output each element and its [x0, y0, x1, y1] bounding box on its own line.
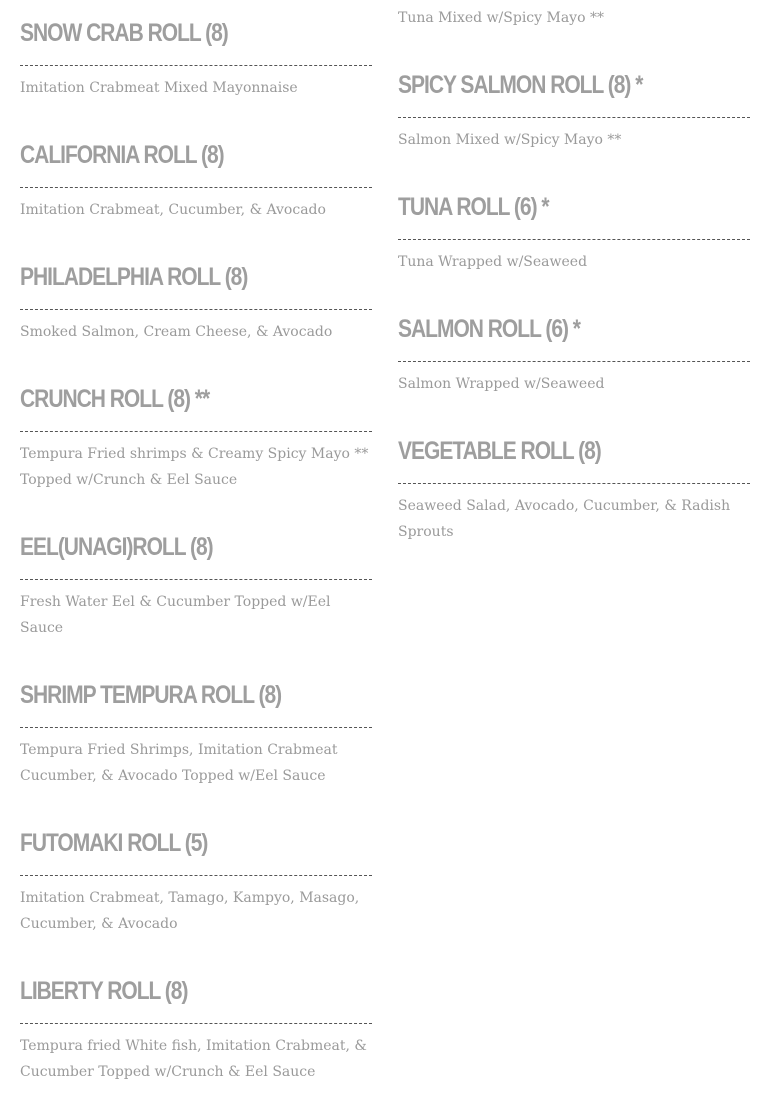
menu-item [398, 192, 750, 270]
dashed-divider [398, 361, 750, 362]
menu-item [20, 532, 372, 636]
menu-item [20, 18, 372, 96]
item-title: SNOW CRAB ROLL (8) [20, 19, 228, 47]
menu-item [398, 70, 750, 148]
item-title: PHILADELPHIA ROLL (8) [20, 263, 248, 291]
item-description: Imitation Crabmeat Mixed Mayonnaise [20, 80, 298, 96]
item-description: Fresh Water Eel & Cucumber Topped w/Eel Sauce [20, 594, 331, 636]
item-description: Tempura Fried Shrimps, Imitation Crabmeat Cucumber, & Avocado Topped w/Eel Sauce [20, 742, 338, 784]
item-description: Salmon Wrapped w/Seaweed [398, 376, 605, 392]
item-description: Imitation Crabmeat, Cucumber, & Avocado [20, 202, 326, 218]
item-title: VEGETABLE ROLL (8) [398, 437, 601, 465]
dashed-divider [398, 117, 750, 118]
item-description: Tempura Fried shrimps & Creamy Spicy Mayo ** Topped w/Crunch & Eel Sauce [20, 446, 369, 488]
item-description: Salmon Mixed w/Spicy Mayo ** [398, 132, 622, 148]
menu-item [20, 140, 372, 218]
menu-item [20, 828, 372, 932]
menu-item [398, 436, 750, 540]
dashed-divider [20, 875, 372, 876]
item-title: TUNA ROLL (6) * [398, 193, 549, 221]
item-description: Smoked Salmon, Cream Cheese, & Avocado [20, 324, 333, 340]
dashed-divider [20, 65, 372, 66]
item-title: SALMON ROLL (6) * [398, 315, 580, 343]
menu-item [20, 976, 372, 1080]
item-title: FUTOMAKI ROLL (5) [20, 829, 208, 857]
item-title: SPICY SALMON ROLL (8) * [398, 71, 643, 99]
item-title: CALIFORNIA ROLL (8) [20, 141, 224, 169]
dashed-divider [398, 483, 750, 484]
item-description-continued: Tuna Mixed w/Spicy Mayo ** [398, 10, 604, 26]
item-description: Tuna Wrapped w/Seaweed [398, 254, 588, 270]
dashed-divider [20, 187, 372, 188]
menu-item [398, 314, 750, 392]
dashed-divider [20, 579, 372, 580]
item-title: EEL(UNAGI)ROLL (8) [20, 533, 213, 561]
dashed-divider [20, 727, 372, 728]
item-title: SHRIMP TEMPURA ROLL (8) [20, 681, 282, 709]
dashed-divider [398, 239, 750, 240]
item-description: Imitation Crabmeat, Tamago, Kampyo, Masago, Cucumber, & Avocado [20, 890, 360, 932]
item-title: CRUNCH ROLL (8) ** [20, 385, 210, 413]
item-title: LIBERTY ROLL (8) [20, 977, 188, 1005]
menu-item [20, 262, 372, 340]
dashed-divider [20, 431, 372, 432]
item-description: Seaweed Salad, Avocado, Cucumber, & Radish Sprouts [398, 498, 731, 540]
menu-item [20, 384, 372, 488]
dashed-divider [20, 309, 372, 310]
dashed-divider [20, 1023, 372, 1024]
menu-item [20, 680, 372, 784]
item-description: Tempura fried White fish, Imitation Crabmeat, & Cucumber Topped w/Crunch & Eel Sauce [20, 1038, 367, 1080]
